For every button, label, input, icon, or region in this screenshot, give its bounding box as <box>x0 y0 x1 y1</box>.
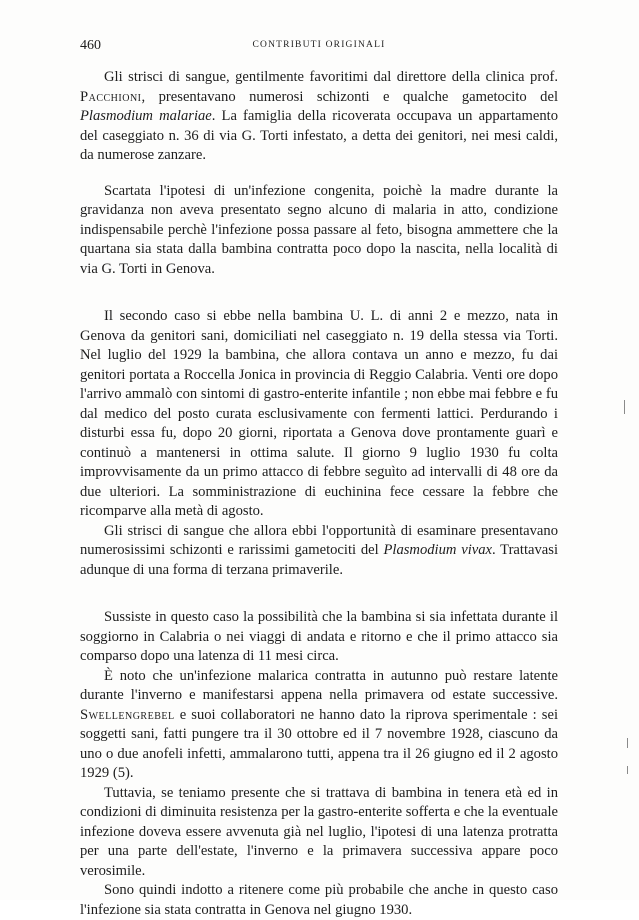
author-name-swellengrebel: Swellengrebel <box>80 706 175 723</box>
author-name-pacchioni: Pacchioni <box>80 88 142 105</box>
text-run: . Trattavasi adunque di una forma di terzana primaverile. <box>80 542 558 578</box>
article-body <box>80 68 558 920</box>
paragraph-blood-smears-vivax <box>80 522 558 581</box>
margin-mark <box>627 738 628 748</box>
paragraph-conclusion: Sono quindi indotto a ritenere come più probabile che anche in questo caso l'infezione sia stata contratta in Genova nel giugno 1930. <box>80 882 558 918</box>
text-run: Gli strisci di sangue che allora ebbi l'opportunità di esaminare presentavano numerosissimi schizonti e rarissimi gametociti del <box>80 522 558 558</box>
paragraph-second-case: Il secondo caso si ebbe nella bambina U. L. di anni 2 e mezzo, nata in Genova da genitori sani, domiciliati nel caseggiato n. 19 della stessa via Torti. Nel luglio del 1929 la bambina, che allora contava un anno e mezzo, fu dai genitori portata a Roccella Jonica in provincia di Reggio Calabria. Venti ore dopo l'arrivo ammalò con sintomi di gastro-enterite infantile ; non ebbe mai febbre e fu dal medico del posto curata esclusivamente con fermenti lattici. Perdurando i disturbi essa fu, dopo 20 giorni, riportata a Genova dove prontamente guarì e continuò a mantenersi in ottima salute. Il giorno 9 luglio 1930 fu colta improvvisamente da un primo attacco di febbre seguìto ad intervalli di 48 ore da due ulteriori. La somministrazione di euchinina fece cessare la febbre che ricomparve alla metà di agosto. <box>80 308 558 519</box>
text-run: . La famiglia della ricoverata occupava un appartamento del caseggiato n. 36 di via G. Torti infestato, a detta dei genitori, nei mesi caldi, da numerose zanzare. <box>80 108 558 163</box>
margin-mark <box>624 400 625 414</box>
text-run: e suoi collaboratori ne hanno dato la riprova sperimentale : sei soggetti sani, fatti pungere tra il 30 ottobre ed il 7 novembre 1928, ciascuno da uno o due anofeli infetti, ammalarono tutti, appena tra il 26 giugno ed il 2 agosto 1929 (5). <box>80 706 558 781</box>
species-name: Plasmodium malariae <box>80 108 212 124</box>
paragraph-congenital-hypothesis: Scartata l'ipotesi di un'infezione congenita, poichè la madre durante la gravidanza non aveva presentato segno alcuno di malaria in atto, condizione indispensabile perchè l'infezione possa passare al feto, bisogna ammettere che la quartana sia stata dalla bambina contratta poco dopo la nascita, nella località di via G. Torti in Genova. <box>80 182 558 277</box>
page-number: 460 <box>80 38 101 53</box>
paragraph-latency-unlikely: Tuttavia, se teniamo presente che si trattava di bambina in tenera età ed in condizioni di diminuita resistenza per la gastro-enterite sofferta e che la eventuale infezione doveva essere avvenuta già nel luglio, l'ipotesi di una latenza protratta per una parte dell'estate, l'inverno e la primavera successiva appare poco verosimile. <box>80 784 558 879</box>
text-run: , presentavano numerosi schizonti e qualche gametocito del <box>141 88 558 105</box>
paragraph-calabria-possibility: Sussiste in questo caso la possibilità che la bambina si sia infettata durante il soggiorno in Calabria o nei viaggi di andata e ritorno e che il primo attacco sia comparso dopo una latenza di 11 mesi circa. <box>80 609 558 664</box>
species-name: Plasmodium vivax <box>383 542 492 558</box>
text-run: È noto che un'infezione malarica contratta in autunno può restare latente durante l'inverno e manifestarsi appena nella primavera od estate successive. <box>80 667 558 703</box>
page-header <box>80 38 558 58</box>
margin-mark <box>627 766 628 774</box>
running-head: CONTRIBUTI ORIGINALI <box>252 40 386 50</box>
paragraph-blood-smears-malariae <box>80 68 558 166</box>
paragraph-latent-infection <box>80 667 558 784</box>
text-run: Gli strisci di sangue, gentilmente favoritimi dal direttore della clinica prof. <box>104 69 558 85</box>
